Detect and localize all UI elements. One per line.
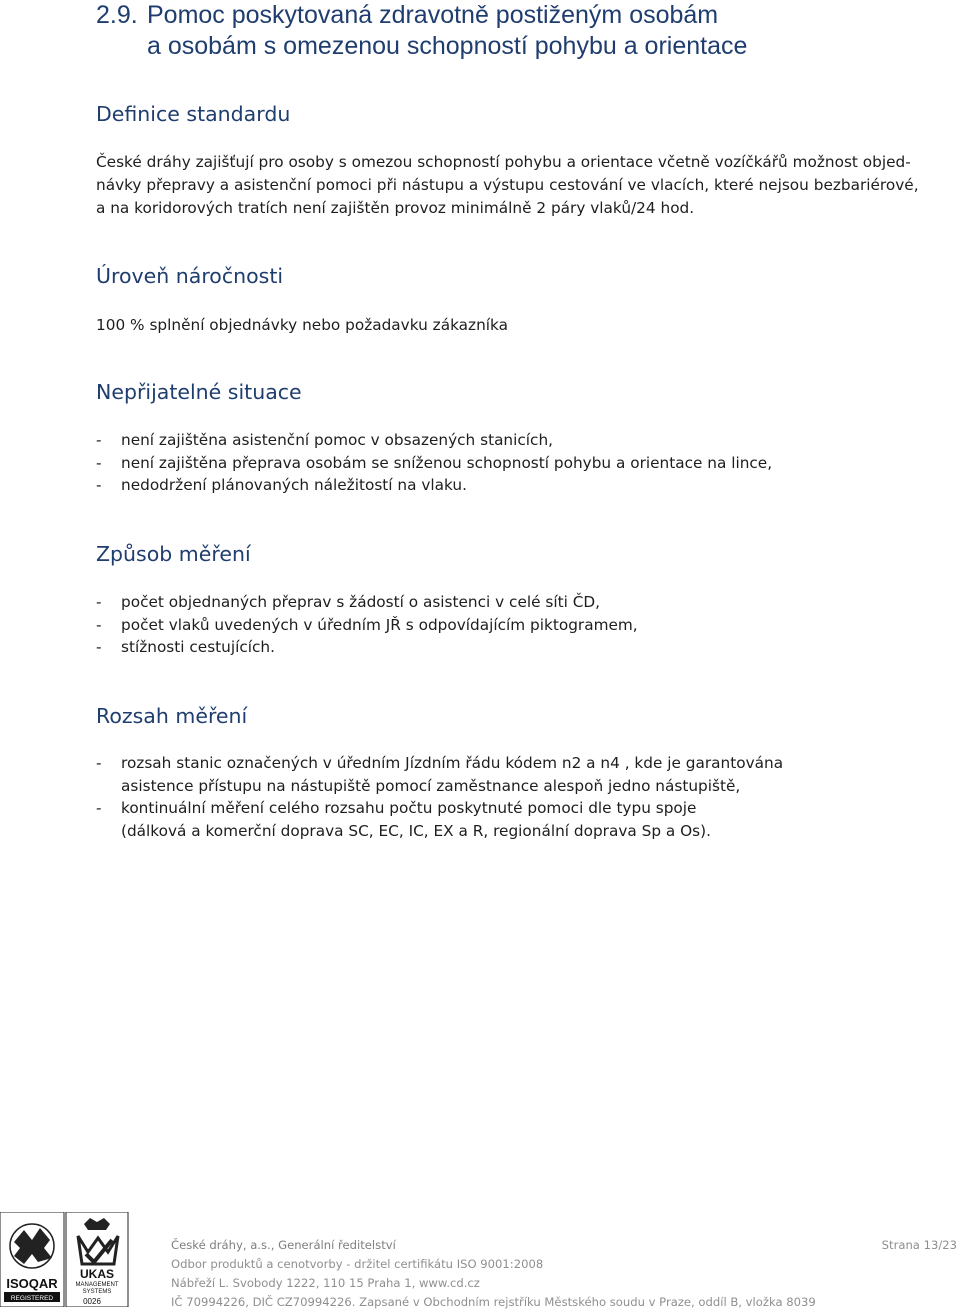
footer-company: České dráhy, a.s., Generální ředitelství	[171, 1238, 396, 1252]
method-heading: Způsob měření	[96, 542, 251, 566]
definition-line: České dráhy zajišťují pro osoby s omezou schopností pohybu a orientace včetně vozíčkářů možnost objed-	[96, 153, 911, 171]
level-text: 100 % splnění objednávky nebo požadavku zákazníka	[96, 316, 508, 334]
isoqar-wordmark: ISOQAR	[6, 1276, 58, 1291]
list-item-line: rozsah stanic označených v úředním Jízdním řádu kódem n2 a n4 , kde je garantována	[121, 754, 784, 772]
isoqar-ukas-logo	[0, 1212, 130, 1307]
list-dash: -	[96, 453, 102, 472]
list-dash: -	[96, 799, 102, 817]
list-item	[96, 591, 638, 614]
certification-logos	[0, 1212, 130, 1307]
definition-line: a na koridorových tratích není zajištěn provoz minimálně 2 páry vlaků/24 hod.	[96, 199, 695, 217]
isoqar-logo	[0, 1212, 64, 1307]
list-dash: -	[96, 476, 102, 494]
isoqar-subtext: REGISTERED	[10, 1295, 54, 1302]
unacceptable-heading: Nepřijatelné situace	[96, 380, 302, 404]
list-item	[96, 752, 783, 797]
unacceptable-list	[96, 429, 772, 497]
list-dash: -	[96, 593, 102, 611]
scope-list	[96, 752, 783, 842]
list-item	[96, 429, 772, 452]
footer-department: Odbor produktů a cenotvorby - držitel certifikátu ISO 9001:2008	[171, 1257, 544, 1271]
list-dash: -	[96, 638, 102, 656]
list-item	[96, 452, 772, 475]
chapter-title-line-2: a osobám s omezenou schopností pohybu a orientace	[147, 32, 748, 60]
list-item-line: (dálková a komerční doprava SC, EC, IC, EX a R, regionální doprava Sp a Os).	[121, 821, 711, 840]
chapter-number: 2.9.	[96, 1, 138, 29]
definition-heading: Definice standardu	[96, 102, 291, 126]
list-item-text: počet vlaků uvedených v úředním JŘ s odpovídajícím piktogramem,	[121, 615, 638, 634]
scope-heading: Rozsah měření	[96, 704, 248, 728]
list-item	[96, 797, 783, 842]
ukas-number: 0026	[83, 1297, 101, 1306]
footer-address: Nábřeží L. Svobody 1222, 110 15 Praha 1, www.cd.cz	[171, 1276, 480, 1290]
list-item-text: nedodržení plánovaných náležitostí na vlaku.	[121, 476, 467, 494]
level-heading: Úroveň náročnosti	[96, 264, 284, 288]
list-item-line: asistence přístupu na nástupiště pomocí zaměstnance alespoň jedno nástupiště,	[121, 776, 741, 795]
list-item	[96, 636, 638, 659]
ukas-subtext-1: MANAGEMENT	[75, 1282, 119, 1288]
definition-text	[96, 151, 958, 220]
list-item-text: není zajištěna asistenční pomoc v obsazených stanicích,	[121, 431, 554, 449]
list-item	[96, 614, 638, 637]
list-item-text: není zajištěna přeprava osobám se sníženou schopností pohybu a orientace na lince,	[121, 453, 773, 472]
method-list	[96, 591, 638, 659]
list-item-text: stížnosti cestujících.	[121, 638, 275, 656]
page-number: Strana 13/23	[881, 1238, 957, 1252]
list-dash: -	[96, 431, 102, 449]
footer-registration: IČ 70994226, DIČ CZ70994226. Zapsané v Obchodním rejstříku Městského soudu v Praze, oddíl B, vložka 8039	[171, 1295, 816, 1309]
footer	[171, 1236, 960, 1312]
ukas-subtext-2: SYSTEMS	[82, 1289, 112, 1295]
list-item	[96, 474, 772, 497]
definition-line: návky přepravy a asistenční pomoci při nástupu a výstupu cestování ve vlacích, které nejsou bezbariérové,	[96, 176, 919, 194]
ukas-wordmark: UKAS	[79, 1267, 115, 1281]
list-item-text: počet objednaných přeprav s žádostí o asistenci v celé síti ČD,	[121, 593, 601, 611]
list-dash: -	[96, 754, 102, 772]
list-item-line: kontinuální měření celého rozsahu počtu poskytnuté pomoci dle typu spoje	[121, 799, 697, 817]
list-dash: -	[96, 615, 102, 634]
chapter-title-line-1: Pomoc poskytovaná zdravotně postiženým osobám	[147, 1, 719, 29]
ukas-logo	[66, 1212, 128, 1307]
